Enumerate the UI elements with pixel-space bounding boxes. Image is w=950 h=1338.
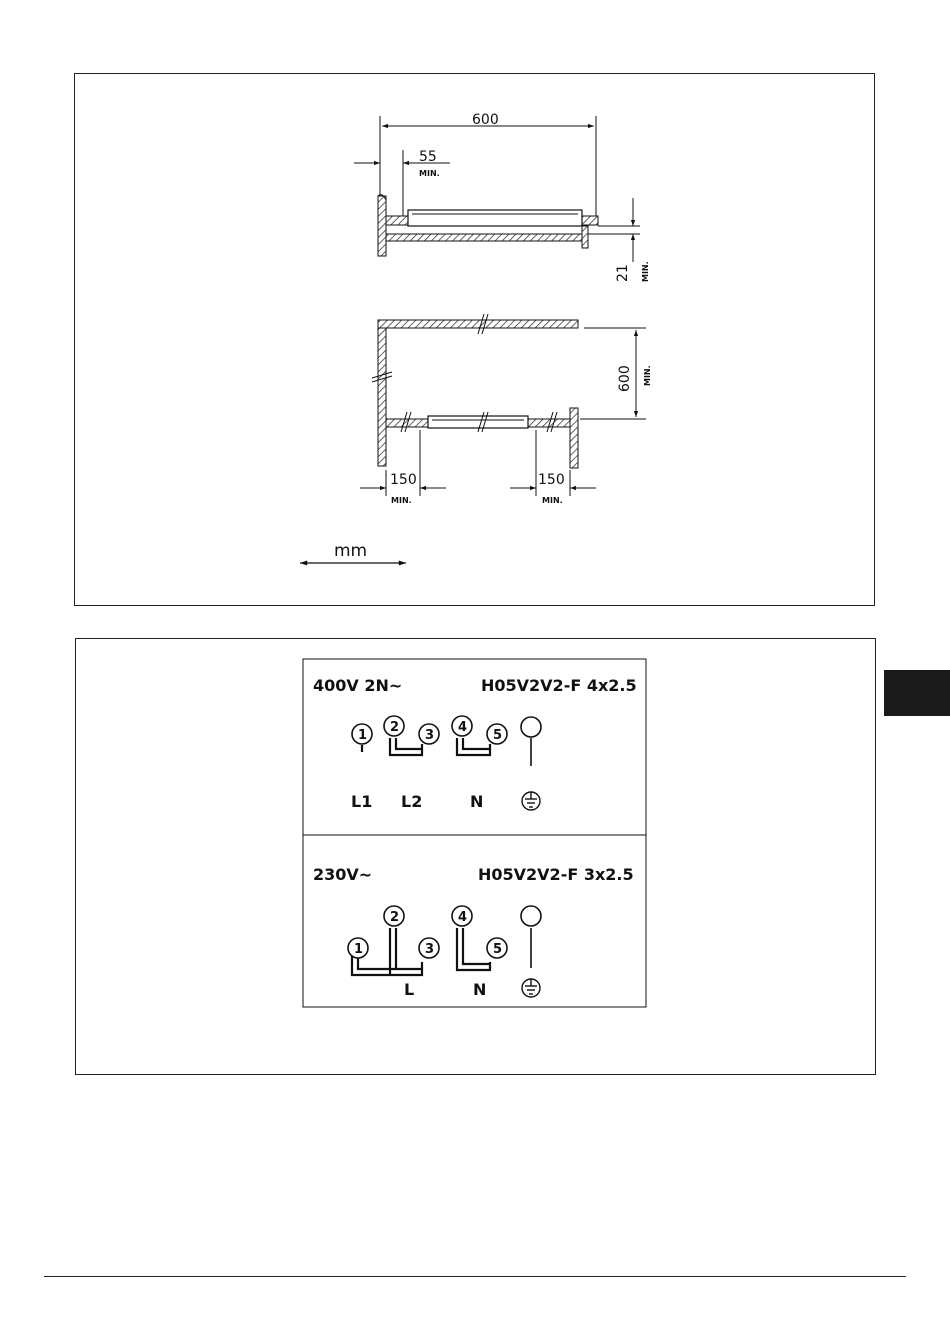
terminal-5-number: 5 bbox=[493, 728, 503, 743]
earth-terminal bbox=[521, 717, 541, 737]
dim-below-21: 21 bbox=[615, 264, 631, 282]
cable-3x-label: H05V2V2-F 3x2.5 bbox=[478, 865, 634, 884]
terminal-2-number: 2 bbox=[390, 720, 400, 735]
dim-side-clearance-55: 55 bbox=[419, 149, 437, 165]
terminal-1-number: 1 bbox=[358, 728, 368, 743]
dim-above-600: 600 bbox=[617, 365, 633, 392]
terminal-block-400 bbox=[362, 738, 531, 766]
line-l-label: L bbox=[404, 980, 415, 999]
min-label: MIN. bbox=[391, 496, 412, 505]
phase-l2-label: L2 bbox=[401, 792, 423, 811]
min-label: MIN. bbox=[542, 496, 563, 505]
voltage-400-label: 400V 2N~ bbox=[313, 676, 403, 695]
min-label: MIN. bbox=[641, 261, 650, 282]
cooktop-side-section bbox=[354, 116, 640, 262]
min-label: MIN. bbox=[419, 169, 440, 178]
cooktop-clearance-section bbox=[360, 314, 646, 496]
terminal-4-number: 4 bbox=[458, 720, 468, 735]
terminal-3-number: 3 bbox=[425, 728, 435, 743]
dim-right-side-150: 150 bbox=[538, 472, 565, 488]
phase-l1-label: L1 bbox=[351, 792, 373, 811]
earth-icon bbox=[522, 792, 540, 810]
neutral-label: N bbox=[473, 980, 487, 999]
dim-left-side-150: 150 bbox=[390, 472, 417, 488]
unit-label: mm bbox=[334, 541, 368, 561]
cable-4x-label: H05V2V2-F 4x2.5 bbox=[481, 676, 637, 695]
terminal-1-number: 1 bbox=[354, 942, 364, 957]
min-label: MIN. bbox=[643, 365, 652, 386]
earth-icon bbox=[522, 979, 540, 997]
voltage-230-label: 230V~ bbox=[313, 865, 373, 884]
terminal-3-number: 3 bbox=[425, 942, 435, 957]
earth-terminal bbox=[521, 906, 541, 926]
terminal-5-number: 5 bbox=[493, 942, 503, 957]
terminal-2-number: 2 bbox=[390, 910, 400, 925]
terminal-4-number: 4 bbox=[458, 910, 468, 925]
dim-width-600: 600 bbox=[472, 112, 499, 128]
neutral-label: N bbox=[470, 792, 484, 811]
